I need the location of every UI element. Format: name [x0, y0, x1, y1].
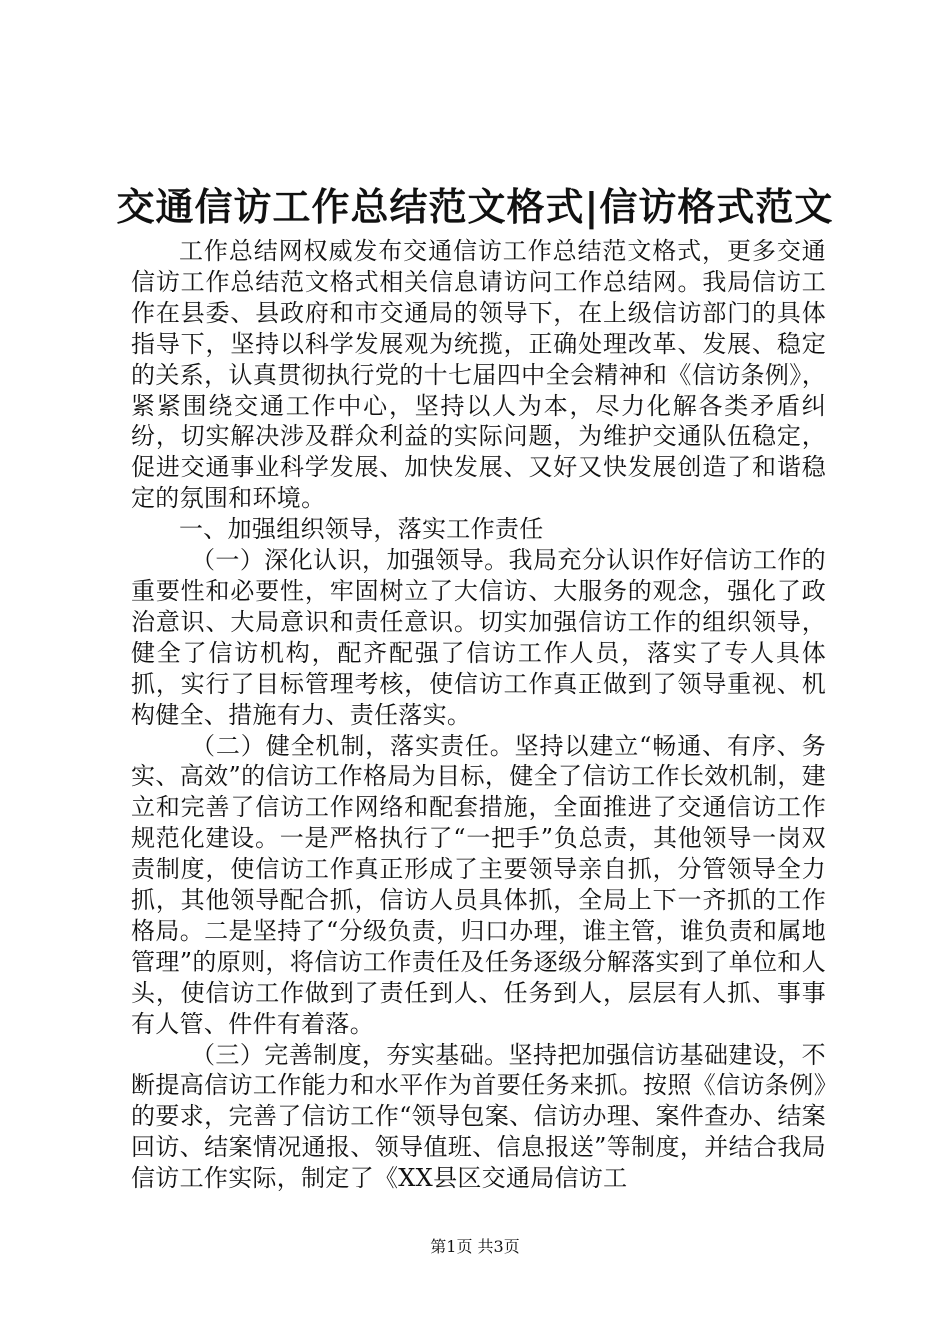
document-body — [131, 236, 826, 1194]
document-title: 交通信访工作总结范文格式|信访格式范文 — [116, 185, 834, 229]
subsection-paragraph-2: （二）健全机制，落实责任。坚持以建立“畅通、有序、务实、高效”的信访工作格局为目标，健全了信访工作长效机制，建立和完善了信访工作网络和配套措施，全面推进了交通信访工作规范化建设。一是严格执行了“一把手”负总责，其他领导一岗双责制度，使信访工作真正形成了主要领导亲自抓，分管领导全力抓，其他领导配合抓，信访人员具体抓，全局上下一齐抓的工作格局。二是坚持了“分级负责，归口办理，谁主管，谁负责和属地管理”的原则，将信访工作责任及任务逐级分解落实到了单位和人头，使信访工作做到了责任到人、任务到人，层层有人抓、事事有人管、件件有着落。 — [131, 731, 826, 1038]
section-heading-1: 一、加强组织领导，落实工作责任 — [179, 515, 544, 544]
subsection-paragraph-3: （三）完善制度，夯实基础。坚持把加强信访基础建设，不断提高信访工作能力和水平作为首要任务来抓。按照《信访条例》的要求，完善了信访工作“领导包案、信访办理、案件查办、结案回访、结案情况通报、领导值班、信息报送”等制度，并结合我局信访工作实际，制定了《XX县区交通局信访工 — [131, 1040, 826, 1193]
subsection-paragraph-1: （一）深化认识，加强领导。我局充分认识作好信访工作的重要性和必要性，牢固树立了大信访、大服务的观念，强化了政治意识、大局意识和责任意识。切实加强信访工作的组织领导，健全了信访机构，配齐配强了信访工作人员，落实了专人具体抓，实行了目标管理考核，使信访工作真正做到了领导重视、机构健全、措施有力、责任落实。 — [131, 546, 826, 729]
page-footer: 第1页 共3页 — [430, 1237, 520, 1256]
intro-paragraph: 工作总结网权威发布交通信访工作总结范文格式，更多交通信访工作总结范文格式相关信息请访问工作总结网。我局信访工作在县委、县政府和市交通局的领导下，在上级信访部门的具体指导下，坚持以科学发展观为统揽，正确处理改革、发展、稳定的关系，认真贯彻执行党的十七届四中全会精神和《信访条例》，紧紧围绕交通工作中心，坚持以人为本，尽力化解各类矛盾纠纷，切实解决涉及群众利益的实际问题，为维护交通队伍稳定，促进交通事业科学发展、加快发展、又好又快发展创造了和谐稳定的氛围和环境。 — [131, 237, 826, 513]
